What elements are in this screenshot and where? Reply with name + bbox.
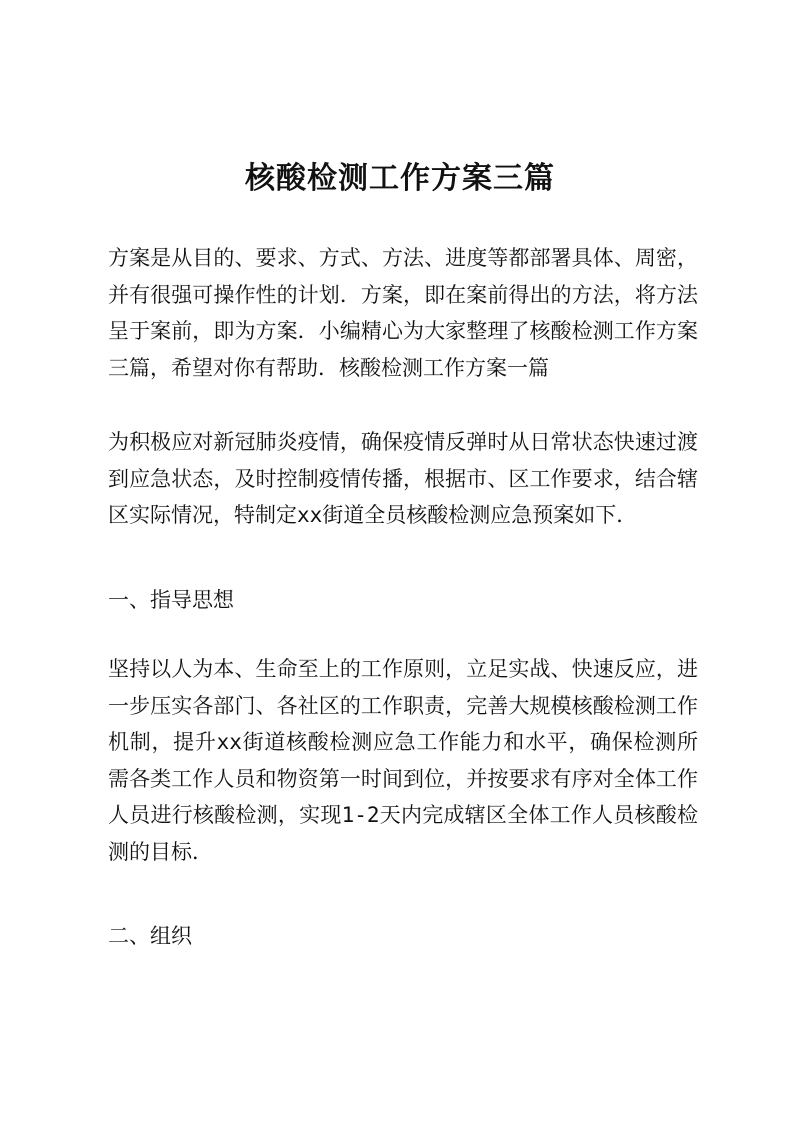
guiding-ideology-paragraph: 坚持以人为本、生命至上的工作原则，立足实战、快速反应，进一步压实各部门、各社区的工作职责，完善大规模核酸检测工作机制，提升xx街道核酸检测应急工作能力和水平，确保检测所需各类工作人员和物资第一时间到位，并按要求有序对全体工作人员进行核酸检测，实现1-2天内完成辖区全体工作人员核酸检测的目标．	[108, 657, 698, 864]
document-title: 核酸检测工作方案三篇	[245, 161, 555, 196]
background-paragraph: 为积极应对新冠肺炎疫情，确保疫情反弹时从日常状态快速过渡到应急状态，及时控制疫情传播，根据市、区工作要求，结合辖区实际情况，特制定xx街道全员核酸检测应急预案如下．	[108, 430, 698, 528]
intro-paragraph: 方案是从目的、要求、方式、方法、进度等都部署具体、周密，并有很强可操作性的计划．方案，即在案前得出的方法，将方法呈于案前，即为方案．小编精心为大家整理了核酸检测工作方案三篇，希望对你有帮助．核酸检测工作方案一篇	[108, 246, 698, 380]
section-heading-guiding-ideology: 一、指导思想	[108, 588, 234, 612]
section-heading-organization: 二、组织	[108, 924, 192, 948]
